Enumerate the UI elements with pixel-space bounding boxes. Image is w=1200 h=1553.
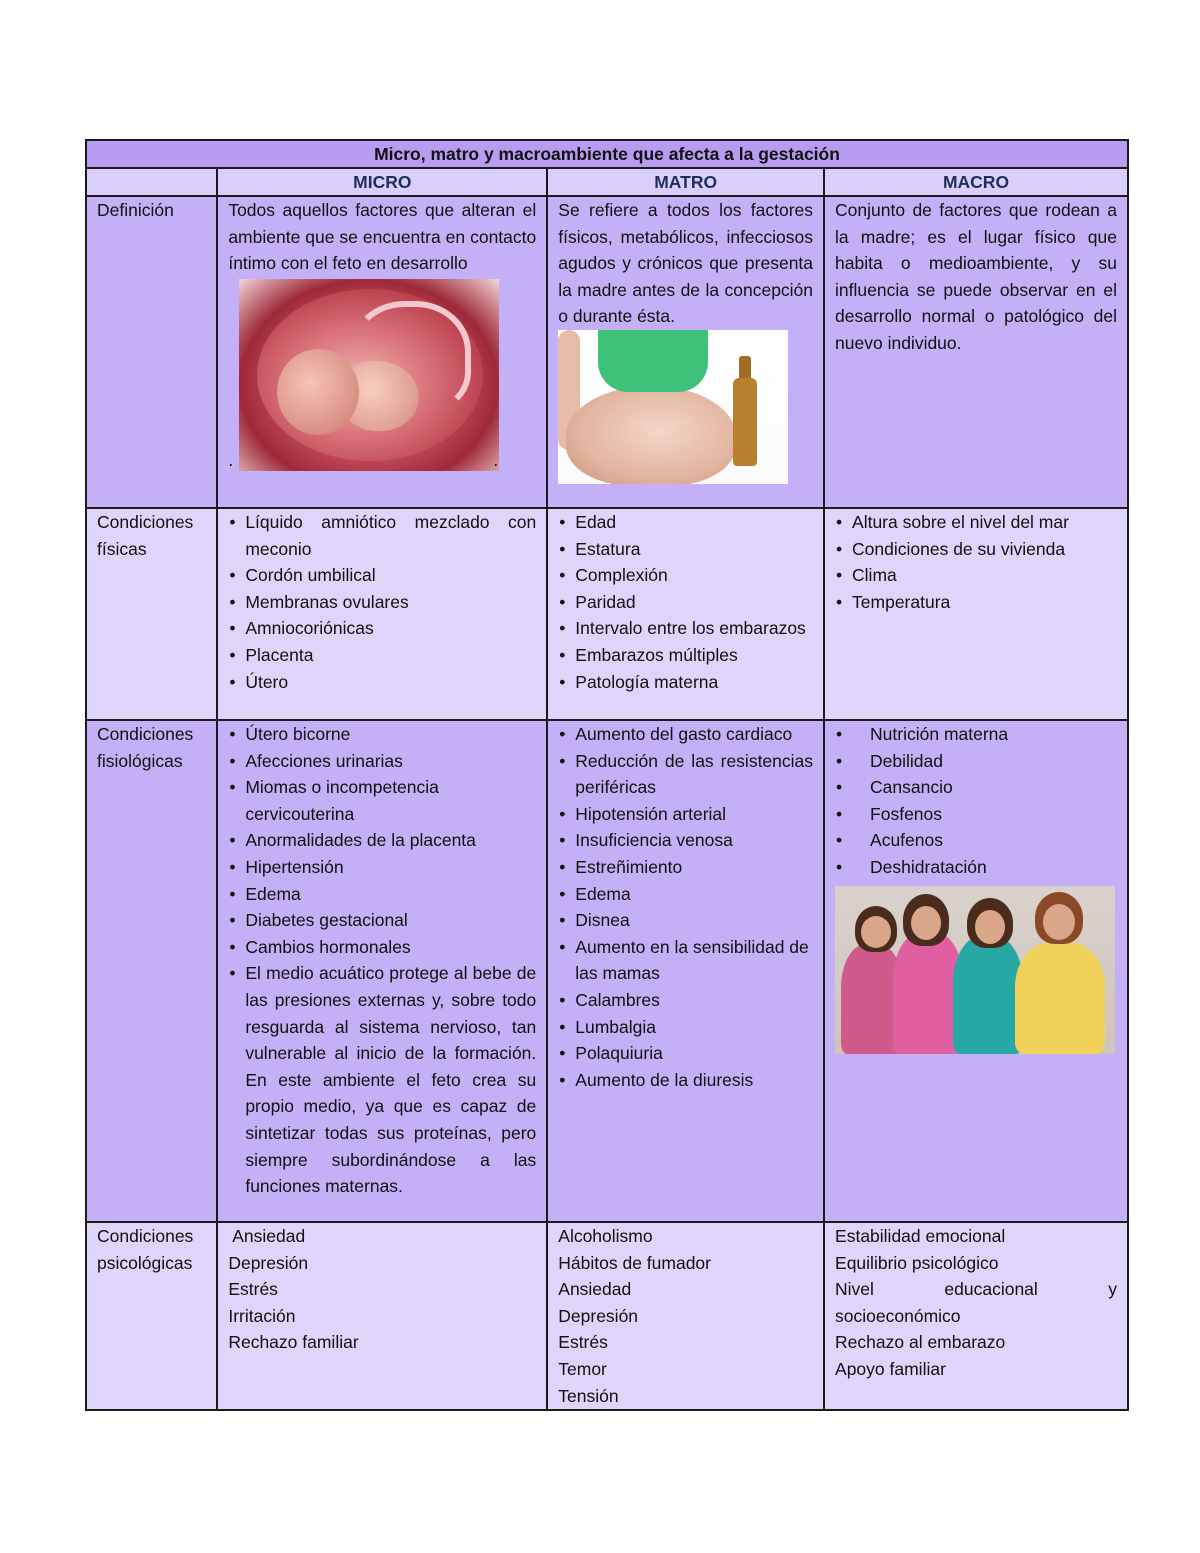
word: Nivel — [835, 1279, 874, 1300]
cell-fisiologicas-micro — [217, 720, 547, 1222]
definition-macro-text: Conjunto de factores que rodean a la madre; es el lugar físico que habita o medioambiente, y su influencia se puede observar en el desarrollo normal o patológico del nuevo individuo. — [835, 200, 1117, 353]
list-item: • Útero — [228, 669, 536, 696]
list-item: • Calambres — [558, 987, 813, 1014]
list-item: Irritación — [228, 1305, 296, 1326]
cell-psicologicas-matro — [547, 1222, 824, 1410]
list-item: • Aumento en la sensibilidad de las mamas — [558, 934, 813, 987]
justified-line — [835, 1276, 1117, 1303]
list-item: • Patología materna — [558, 669, 813, 696]
list-item: • Polaquiuria — [558, 1040, 813, 1067]
list-item: • Placenta — [228, 642, 536, 669]
list-item: • Hipotensión arterial — [558, 801, 813, 828]
row-label-text: Definición — [97, 200, 174, 220]
cell-fisiologicas-macro — [824, 720, 1128, 1222]
list-item: Alcoholismo — [558, 1226, 653, 1246]
column-header-row — [86, 168, 1128, 196]
definition-micro-text: Todos aquellos factores que alteran el ambiente que se encuentra en contacto íntimo con el feto en desarrollo — [228, 200, 537, 274]
list-item: • Miomas o incompetencia cervicouterina — [228, 774, 536, 827]
list-item: • Altura sobre el nivel del mar — [835, 509, 1117, 536]
fetus-image — [239, 279, 499, 471]
list-item: Depresión — [558, 1305, 639, 1326]
list-item: • Reducción de las resistencias periféricas — [558, 748, 813, 801]
list-item: • Membranas ovulares — [228, 589, 536, 616]
definition-matro-text: Se refiere a todos los factores físicos, metabólicos, infecciosos agudos y crónicos que presenta la madre antes de la concepción o durante ésta. — [558, 200, 814, 327]
list-item: Estrés — [558, 1332, 608, 1353]
row-label-line: Condiciones — [97, 1226, 194, 1246]
list-item: Tensión — [558, 1385, 619, 1406]
list-item: • Anormalidades de la placenta — [228, 827, 536, 854]
cell-definicion-micro — [217, 196, 547, 508]
list-item: Estabilidad emocional — [835, 1226, 1006, 1246]
row-label-line: psicológicas — [97, 1252, 193, 1273]
list-item: • Edema — [558, 881, 813, 908]
list-item: • Útero bicorne — [228, 721, 536, 748]
row-label-line: Condiciones — [97, 512, 194, 532]
pregnant-women-group-image — [835, 886, 1115, 1054]
list-item: • Clima — [835, 562, 1117, 589]
list-item: • Deshidratación — [835, 854, 1117, 881]
list-item: Estrés — [228, 1279, 278, 1300]
list-item: • El medio acuático protege al bebe de las presiones externas y, sobre todo resguarda al sistema nervioso, tan vulnerable al inicio de la formación. En este ambiente el feto crea su propio medio, ya que es capaz de sintetizar todas sus proteínas, pero siempre subordinándose a las funciones maternas. — [228, 960, 536, 1199]
row-label-psicologicas — [86, 1222, 217, 1410]
empty-header-cell — [86, 168, 217, 196]
gestation-environment-table — [85, 139, 1129, 1411]
list-item: • Aumento de la diuresis — [558, 1067, 813, 1094]
cell-definicion-matro — [547, 196, 824, 508]
list-item: • Aumento del gasto cardiaco — [558, 721, 813, 748]
cell-psicologicas-micro — [217, 1222, 547, 1410]
list-item: • Nutrición materna — [835, 721, 1117, 748]
stray-dot-2: . — [493, 449, 499, 470]
cell-psicologicas-macro — [824, 1222, 1128, 1410]
list-item: • Cambios hormonales — [228, 934, 536, 961]
list-item: Apoyo familiar — [835, 1358, 946, 1379]
cell-definicion-macro — [824, 196, 1128, 508]
list-item: • Edema — [228, 881, 536, 908]
list-item: Hábitos de fumador — [558, 1252, 711, 1273]
row-psicologicas — [86, 1222, 1128, 1410]
word: educacional — [944, 1279, 1038, 1300]
table-title: Micro, matro y macroambiente que afecta a la gestación — [86, 140, 1128, 168]
list-item: • Estatura — [558, 536, 813, 563]
list-item: • Intervalo entre los embarazos — [558, 615, 813, 642]
list-item: Depresión — [228, 1252, 309, 1273]
list-item: • Diabetes gestacional — [228, 907, 536, 934]
row-fisicas — [86, 508, 1128, 720]
list-item: • Temperatura — [835, 589, 1117, 616]
list-item: • Insuficiencia venosa — [558, 827, 813, 854]
list-item: • Complexión — [558, 562, 813, 589]
list-item: Equilibrio psicológico — [835, 1252, 999, 1273]
list-item: Rechazo familiar — [228, 1332, 359, 1353]
row-label-fisiologicas — [86, 720, 217, 1222]
list-item: • Debilidad — [835, 748, 1117, 775]
row-definicion — [86, 196, 1128, 508]
list-item: Ansiedad — [228, 1226, 306, 1246]
list-item: • Líquido amniótico mezclado con meconio — [228, 509, 536, 562]
header-macro: MACRO — [824, 168, 1128, 196]
row-label-line: fisiológicas — [97, 750, 183, 771]
list-item: • Lumbalgia — [558, 1014, 813, 1041]
row-label-fisicas — [86, 508, 217, 720]
row-fisiologicas — [86, 720, 1128, 1222]
list-item: • Cansancio — [835, 774, 1117, 801]
list-item: • Cordón umbilical — [228, 562, 536, 589]
header-matro: MATRO — [547, 168, 824, 196]
list-item: Temor — [558, 1358, 607, 1379]
list-item: • Hipertensión — [228, 854, 536, 881]
list-item: • Edad — [558, 509, 813, 536]
row-label-definicion — [86, 196, 217, 508]
row-label-line: Condiciones — [97, 724, 194, 744]
list-item: • Condiciones de su vivienda — [835, 536, 1117, 563]
list-item: • Embarazos múltiples — [558, 642, 813, 669]
list-item: • Afecciones urinarias — [228, 748, 536, 775]
list-item: Rechazo al embarazo — [835, 1332, 1006, 1353]
list-item: • Fosfenos — [835, 801, 1117, 828]
list-item: • Estreñimiento — [558, 854, 813, 881]
cell-fisicas-macro — [824, 508, 1128, 720]
cell-fisiologicas-matro — [547, 720, 824, 1222]
stray-dot: . — [228, 449, 234, 470]
pregnant-woman-image — [558, 330, 788, 484]
list-item: • Amniocoriónicas — [228, 615, 536, 642]
cell-fisicas-matro — [547, 508, 824, 720]
list-item: Ansiedad — [558, 1279, 632, 1300]
table-title-row — [86, 140, 1128, 168]
list-item: • Acufenos — [835, 827, 1117, 854]
word: y — [1108, 1279, 1117, 1300]
cell-fisicas-micro — [217, 508, 547, 720]
list-item: socioeconómico — [835, 1305, 961, 1326]
header-micro: MICRO — [217, 168, 547, 196]
list-item: • Disnea — [558, 907, 813, 934]
row-label-line: físicas — [97, 538, 147, 559]
list-item: • Paridad — [558, 589, 813, 616]
